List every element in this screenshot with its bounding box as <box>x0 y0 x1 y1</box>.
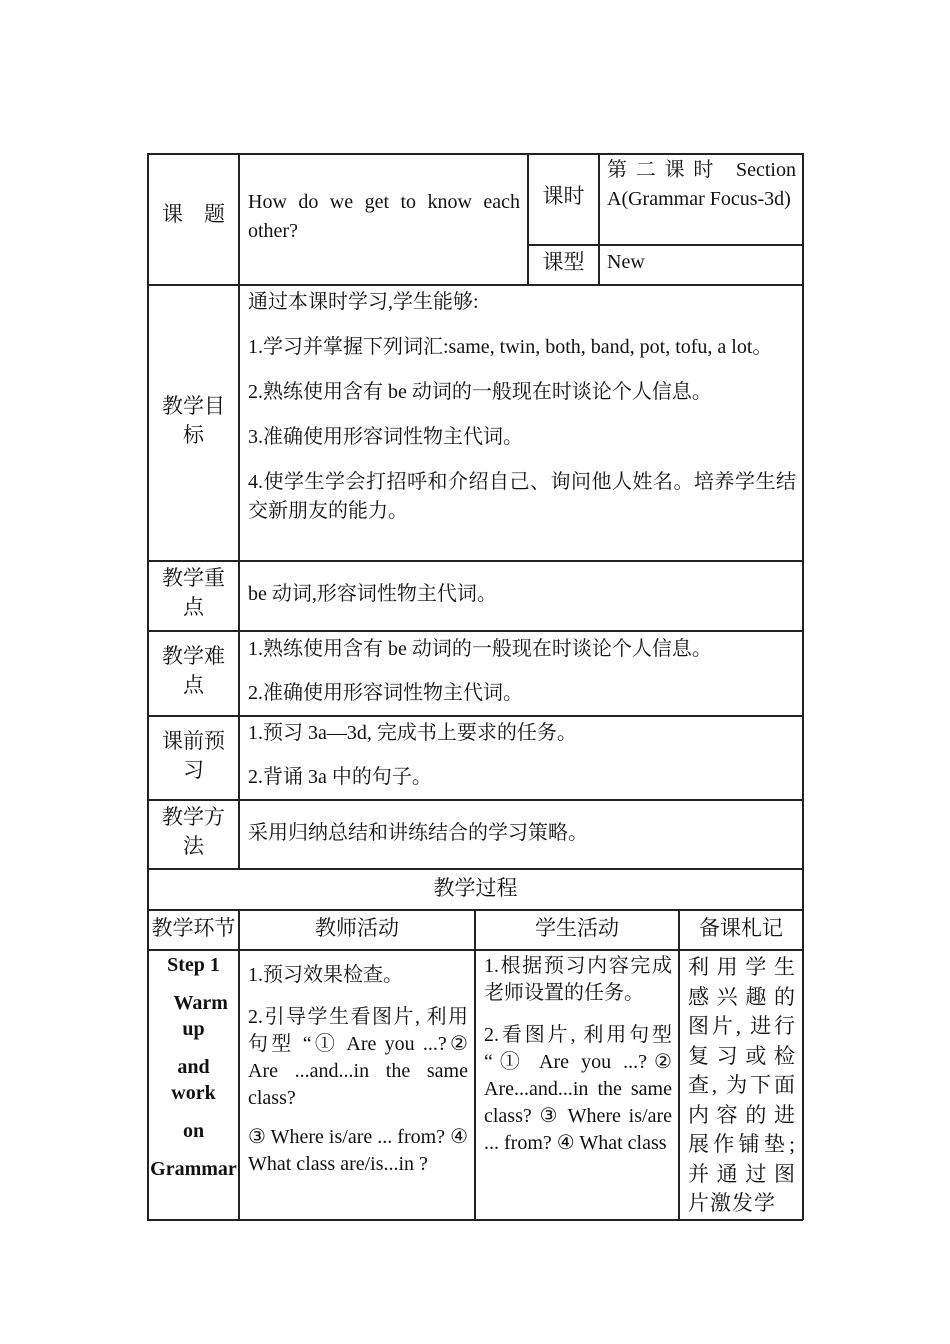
topic-label: 课 题 <box>162 202 225 226</box>
column-header-teacher: 教师活动 <box>315 916 399 940</box>
type-label: 课型 <box>542 250 585 274</box>
goals-item: 4.使学生学会打招呼和介绍自己、询问他人姓名。培养学生结交新朋友的能力。 <box>248 471 796 522</box>
step-teacher-activity <box>248 962 468 1218</box>
goals-item: 1.学习并掌握下列词汇:same, twin, both, band, pot, tofu, a lot。 <box>248 336 773 358</box>
difficulties-item: 1.熟练使用含有 be 动词的一般现在时谈论个人信息。 <box>248 638 712 660</box>
key-points-text: be 动词,形容词性物主代词。 <box>248 583 497 605</box>
column-header-notes: 备课札记 <box>699 916 783 940</box>
preview-label: 课前预习 <box>162 729 225 782</box>
step-stage-line: Grammar <box>150 1158 237 1180</box>
period-label: 课时 <box>542 184 585 208</box>
period-value: 第二课时 Section A(Grammar Focus-3d) <box>607 159 796 210</box>
student-item: 1.根据预习内容完成老师设置的任务。 <box>484 955 672 1004</box>
step-stage-line: Step 1 <box>167 954 220 976</box>
teacher-item: 1.预习效果检查。 <box>248 964 403 986</box>
key-points-label: 教学重点 <box>162 566 225 619</box>
column-header-stage: 教学环节 <box>151 916 236 940</box>
preview-item: 2.背诵 3a 中的句子。 <box>248 766 432 788</box>
step-notes: 利用学生感兴趣的图片, 进行复习或检查, 为下面内容的进展作铺垫; 并通过图片激发学 <box>688 955 796 1215</box>
goals-content <box>248 288 796 526</box>
step-stage-line: on <box>182 1120 205 1142</box>
goals-item: 3.准确使用形容词性物主代词。 <box>248 426 523 448</box>
goals-label: 教学目标 <box>162 394 225 447</box>
difficulties-item: 2.准确使用形容词性物主代词。 <box>248 682 523 704</box>
teacher-item: ③ Where is/are ... from? ④ What class are/is...in ? <box>248 1126 468 1175</box>
method-text: 采用归纳总结和讲练结合的学习策略。 <box>248 822 588 844</box>
difficulties-label: 教学难点 <box>162 644 225 697</box>
student-item: 2.看图片, 利用句型 “① Are you ...?② Are...and...in the same class? ③ Where is/are ... from? ④ What class <box>484 1024 672 1154</box>
column-header-student: 学生活动 <box>535 916 619 940</box>
difficulties-content <box>248 635 796 708</box>
process-title: 教学过程 <box>433 876 518 900</box>
topic-value: How do we get to know each other? <box>248 191 520 242</box>
method-label: 教学方法 <box>162 805 225 858</box>
teacher-item: 2.引导学生看图片, 利用句型 “① Are you ...?② Are ...and...in the same class? <box>248 1006 468 1109</box>
preview-content <box>248 719 796 792</box>
goals-intro: 通过本课时学习,学生能够: <box>248 291 479 313</box>
step-stage <box>149 952 238 1182</box>
type-value: New <box>607 251 645 273</box>
step-stage-line: and work <box>171 1056 216 1104</box>
goals-item: 2.熟练使用含有 be 动词的一般现在时谈论个人信息。 <box>248 381 712 403</box>
preview-item: 1.预习 3a—3d, 完成书上要求的任务。 <box>248 722 577 744</box>
step-student-activity <box>484 953 672 1219</box>
step-stage-line: Warm up <box>173 992 228 1040</box>
